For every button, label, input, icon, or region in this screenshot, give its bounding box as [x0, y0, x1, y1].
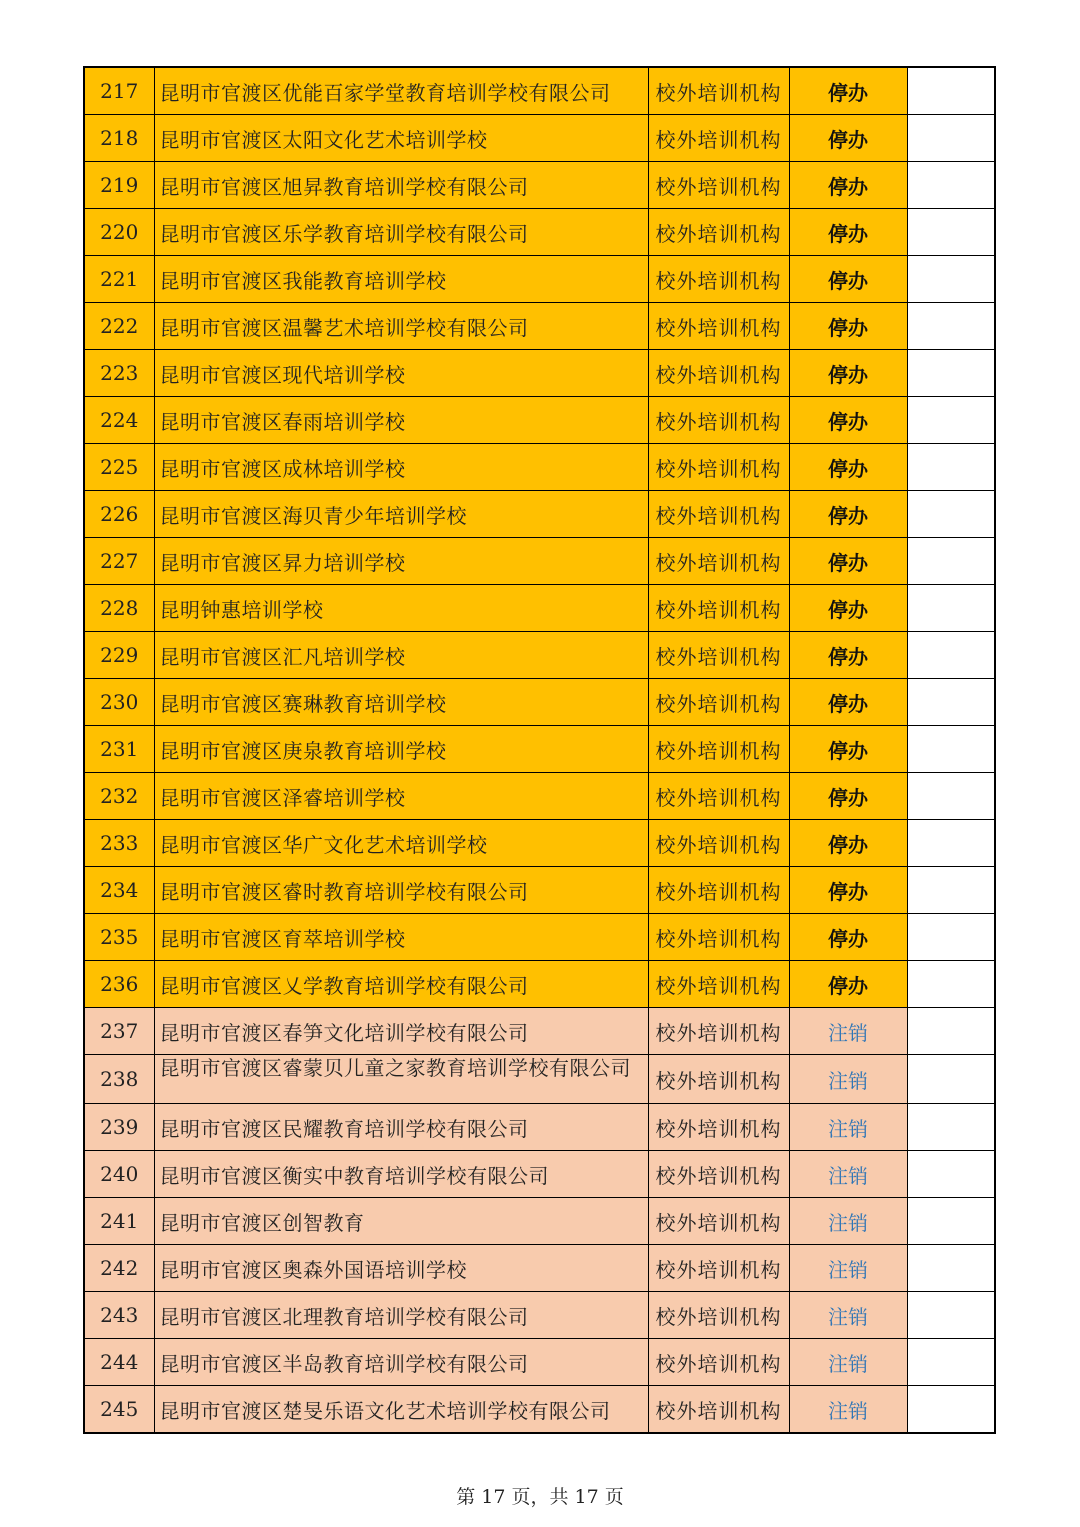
institution-type: 校外培训机构: [648, 491, 789, 538]
note-cell: [907, 1245, 995, 1292]
institution-name: 昆明市官渡区赛琳教育培训学校: [154, 679, 648, 726]
institution-type: 校外培训机构: [648, 115, 789, 162]
institution-name: 昆明市官渡区汇凡培训学校: [154, 632, 648, 679]
institution-name: 昆明市官渡区乂学教育培训学校有限公司: [154, 961, 648, 1008]
status-cell: 停办: [789, 350, 907, 397]
institution-type: 校外培训机构: [648, 961, 789, 1008]
table-row: [84, 444, 995, 491]
institution-type: 校外培训机构: [648, 773, 789, 820]
table-row: [84, 1198, 995, 1245]
note-cell: [907, 444, 995, 491]
row-number: 241: [84, 1198, 154, 1245]
status-cell: 注销: [789, 1386, 907, 1434]
row-number: 231: [84, 726, 154, 773]
status-cell: 停办: [789, 632, 907, 679]
status-cell: 停办: [789, 303, 907, 350]
table-row: [84, 303, 995, 350]
note-cell: [907, 585, 995, 632]
institution-type: 校外培训机构: [648, 1386, 789, 1434]
row-number: 227: [84, 538, 154, 585]
note-cell: [907, 1386, 995, 1434]
table-row: [84, 256, 995, 303]
institution-type: 校外培训机构: [648, 256, 789, 303]
status-cell: 注销: [789, 1055, 907, 1104]
institution-type: 校外培训机构: [648, 1151, 789, 1198]
institution-name: 昆明市官渡区楚旻乐语文化艺术培训学校有限公司: [154, 1386, 648, 1434]
note-cell: [907, 491, 995, 538]
institution-type: 校外培训机构: [648, 820, 789, 867]
institution-type: 校外培训机构: [648, 585, 789, 632]
institution-type: 校外培训机构: [648, 303, 789, 350]
note-cell: [907, 397, 995, 444]
status-cell: 注销: [789, 1008, 907, 1055]
institution-name: 昆明市官渡区我能教育培训学校: [154, 256, 648, 303]
row-number: 233: [84, 820, 154, 867]
note-cell: [907, 1008, 995, 1055]
status-cell: 停办: [789, 115, 907, 162]
institution-type: 校外培训机构: [648, 397, 789, 444]
institution-name: 昆明市官渡区北理教育培训学校有限公司: [154, 1292, 648, 1339]
note-cell: [907, 679, 995, 726]
note-cell: [907, 1198, 995, 1245]
row-number: 218: [84, 115, 154, 162]
status-cell: 停办: [789, 538, 907, 585]
institution-name: 昆明市官渡区华广文化艺术培训学校: [154, 820, 648, 867]
table-row: [84, 585, 995, 632]
status-cell: 停办: [789, 256, 907, 303]
row-number: 220: [84, 209, 154, 256]
row-number: 223: [84, 350, 154, 397]
table-row: [84, 67, 995, 115]
table-row: [84, 773, 995, 820]
status-cell: 停办: [789, 914, 907, 961]
note-cell: [907, 914, 995, 961]
note-cell: [907, 350, 995, 397]
institution-name: 昆明市官渡区成林培训学校: [154, 444, 648, 491]
table-row: [84, 491, 995, 538]
table-row: [84, 162, 995, 209]
status-cell: 注销: [789, 1245, 907, 1292]
table-row: [84, 1245, 995, 1292]
status-cell: 停办: [789, 397, 907, 444]
institution-type: 校外培训机构: [648, 162, 789, 209]
table-row: [84, 632, 995, 679]
institution-type: 校外培训机构: [648, 444, 789, 491]
institution-name: 昆明市官渡区春笋文化培训学校有限公司: [154, 1008, 648, 1055]
row-number: 240: [84, 1151, 154, 1198]
institution-name: 昆明市官渡区睿时教育培训学校有限公司: [154, 867, 648, 914]
row-number: 243: [84, 1292, 154, 1339]
table-row: [84, 1008, 995, 1055]
institution-name: 昆明市官渡区现代培训学校: [154, 350, 648, 397]
institution-name: 昆明市官渡区泽睿培训学校: [154, 773, 648, 820]
note-cell: [907, 1339, 995, 1386]
row-number: 244: [84, 1339, 154, 1386]
institution-type: 校外培训机构: [648, 538, 789, 585]
institution-name: 昆明市官渡区海贝青少年培训学校: [154, 491, 648, 538]
note-cell: [907, 67, 995, 115]
institution-table: [83, 66, 996, 1434]
row-number: 217: [84, 67, 154, 115]
status-cell: 停办: [789, 209, 907, 256]
institution-type: 校外培训机构: [648, 632, 789, 679]
row-number: 239: [84, 1104, 154, 1151]
note-cell: [907, 209, 995, 256]
status-cell: 注销: [789, 1292, 907, 1339]
note-cell: [907, 726, 995, 773]
note-cell: [907, 1055, 995, 1104]
note-cell: [907, 1292, 995, 1339]
note-cell: [907, 115, 995, 162]
row-number: 230: [84, 679, 154, 726]
institution-name: 昆明市官渡区乐学教育培训学校有限公司: [154, 209, 648, 256]
institution-type: 校外培训机构: [648, 350, 789, 397]
table-row: [84, 1292, 995, 1339]
row-number: 234: [84, 867, 154, 914]
row-number: 221: [84, 256, 154, 303]
institution-name: 昆明市官渡区温馨艺术培训学校有限公司: [154, 303, 648, 350]
row-number: 238: [84, 1055, 154, 1104]
table-row: [84, 726, 995, 773]
table-row: [84, 350, 995, 397]
note-cell: [907, 867, 995, 914]
institution-name: 昆明市官渡区半岛教育培训学校有限公司: [154, 1339, 648, 1386]
note-cell: [907, 961, 995, 1008]
note-cell: [907, 773, 995, 820]
row-number: 236: [84, 961, 154, 1008]
row-number: 226: [84, 491, 154, 538]
row-number: 224: [84, 397, 154, 444]
row-number: 225: [84, 444, 154, 491]
table-row: [84, 1386, 995, 1434]
institution-name: 昆明市官渡区创智教育: [154, 1198, 648, 1245]
institution-type: 校外培训机构: [648, 209, 789, 256]
status-cell: 注销: [789, 1198, 907, 1245]
note-cell: [907, 820, 995, 867]
status-cell: 注销: [789, 1104, 907, 1151]
table-row: [84, 397, 995, 444]
institution-name: 昆明市官渡区睿蒙贝儿童之家教育培训学校有限公司: [154, 1055, 648, 1104]
institution-type: 校外培训机构: [648, 1245, 789, 1292]
institution-type: 校外培训机构: [648, 1104, 789, 1151]
institution-name: 昆明市官渡区庚泉教育培训学校: [154, 726, 648, 773]
table-row: [84, 867, 995, 914]
row-number: 245: [84, 1386, 154, 1434]
status-cell: 注销: [789, 1339, 907, 1386]
status-cell: 停办: [789, 67, 907, 115]
institution-name: 昆明市官渡区育萃培训学校: [154, 914, 648, 961]
note-cell: [907, 256, 995, 303]
table-row: [84, 961, 995, 1008]
status-cell: 停办: [789, 773, 907, 820]
table-row: [84, 1055, 995, 1104]
row-number: 232: [84, 773, 154, 820]
row-number: 219: [84, 162, 154, 209]
note-cell: [907, 1151, 995, 1198]
institution-name: 昆明市官渡区春雨培训学校: [154, 397, 648, 444]
table-row: [84, 914, 995, 961]
note-cell: [907, 538, 995, 585]
note-cell: [907, 632, 995, 679]
table-row: [84, 1339, 995, 1386]
note-cell: [907, 1104, 995, 1151]
institution-name: 昆明市官渡区昇力培训学校: [154, 538, 648, 585]
status-cell: 停办: [789, 162, 907, 209]
table-row: [84, 1104, 995, 1151]
institution-type: 校外培训机构: [648, 1008, 789, 1055]
row-number: 237: [84, 1008, 154, 1055]
row-number: 235: [84, 914, 154, 961]
institution-type: 校外培训机构: [648, 914, 789, 961]
institution-name: 昆明市官渡区太阳文化艺术培训学校: [154, 115, 648, 162]
institution-type: 校外培训机构: [648, 1055, 789, 1104]
table-row: [84, 1151, 995, 1198]
row-number: 242: [84, 1245, 154, 1292]
status-cell: 停办: [789, 961, 907, 1008]
institution-name: 昆明市官渡区旭昇教育培训学校有限公司: [154, 162, 648, 209]
row-number: 228: [84, 585, 154, 632]
table-row: [84, 820, 995, 867]
status-cell: 注销: [789, 1151, 907, 1198]
institution-name: 昆明市官渡区衡实中教育培训学校有限公司: [154, 1151, 648, 1198]
table-body: [84, 67, 995, 1433]
institution-type: 校外培训机构: [648, 1198, 789, 1245]
note-cell: [907, 162, 995, 209]
table-row: [84, 679, 995, 726]
status-cell: 停办: [789, 585, 907, 632]
institution-name: 昆明市官渡区民耀教育培训学校有限公司: [154, 1104, 648, 1151]
table-row: [84, 115, 995, 162]
note-cell: [907, 303, 995, 350]
institution-type: 校外培训机构: [648, 679, 789, 726]
row-number: 222: [84, 303, 154, 350]
status-cell: 停办: [789, 820, 907, 867]
institution-type: 校外培训机构: [648, 867, 789, 914]
institution-type: 校外培训机构: [648, 726, 789, 773]
institution-type: 校外培训机构: [648, 67, 789, 115]
institution-name: 昆明市官渡区奥森外国语培训学校: [154, 1245, 648, 1292]
status-cell: 停办: [789, 679, 907, 726]
table-row: [84, 209, 995, 256]
status-cell: 停办: [789, 444, 907, 491]
status-cell: 停办: [789, 491, 907, 538]
institution-type: 校外培训机构: [648, 1339, 789, 1386]
page-footer: 第 17 页，共 17 页: [456, 1486, 624, 1508]
status-cell: 停办: [789, 867, 907, 914]
table-row: [84, 538, 995, 585]
row-number: 229: [84, 632, 154, 679]
institution-name: 昆明市官渡区优能百家学堂教育培训学校有限公司: [154, 67, 648, 115]
institution-name: 昆明钟惠培训学校: [154, 585, 648, 632]
status-cell: 停办: [789, 726, 907, 773]
institution-type: 校外培训机构: [648, 1292, 789, 1339]
